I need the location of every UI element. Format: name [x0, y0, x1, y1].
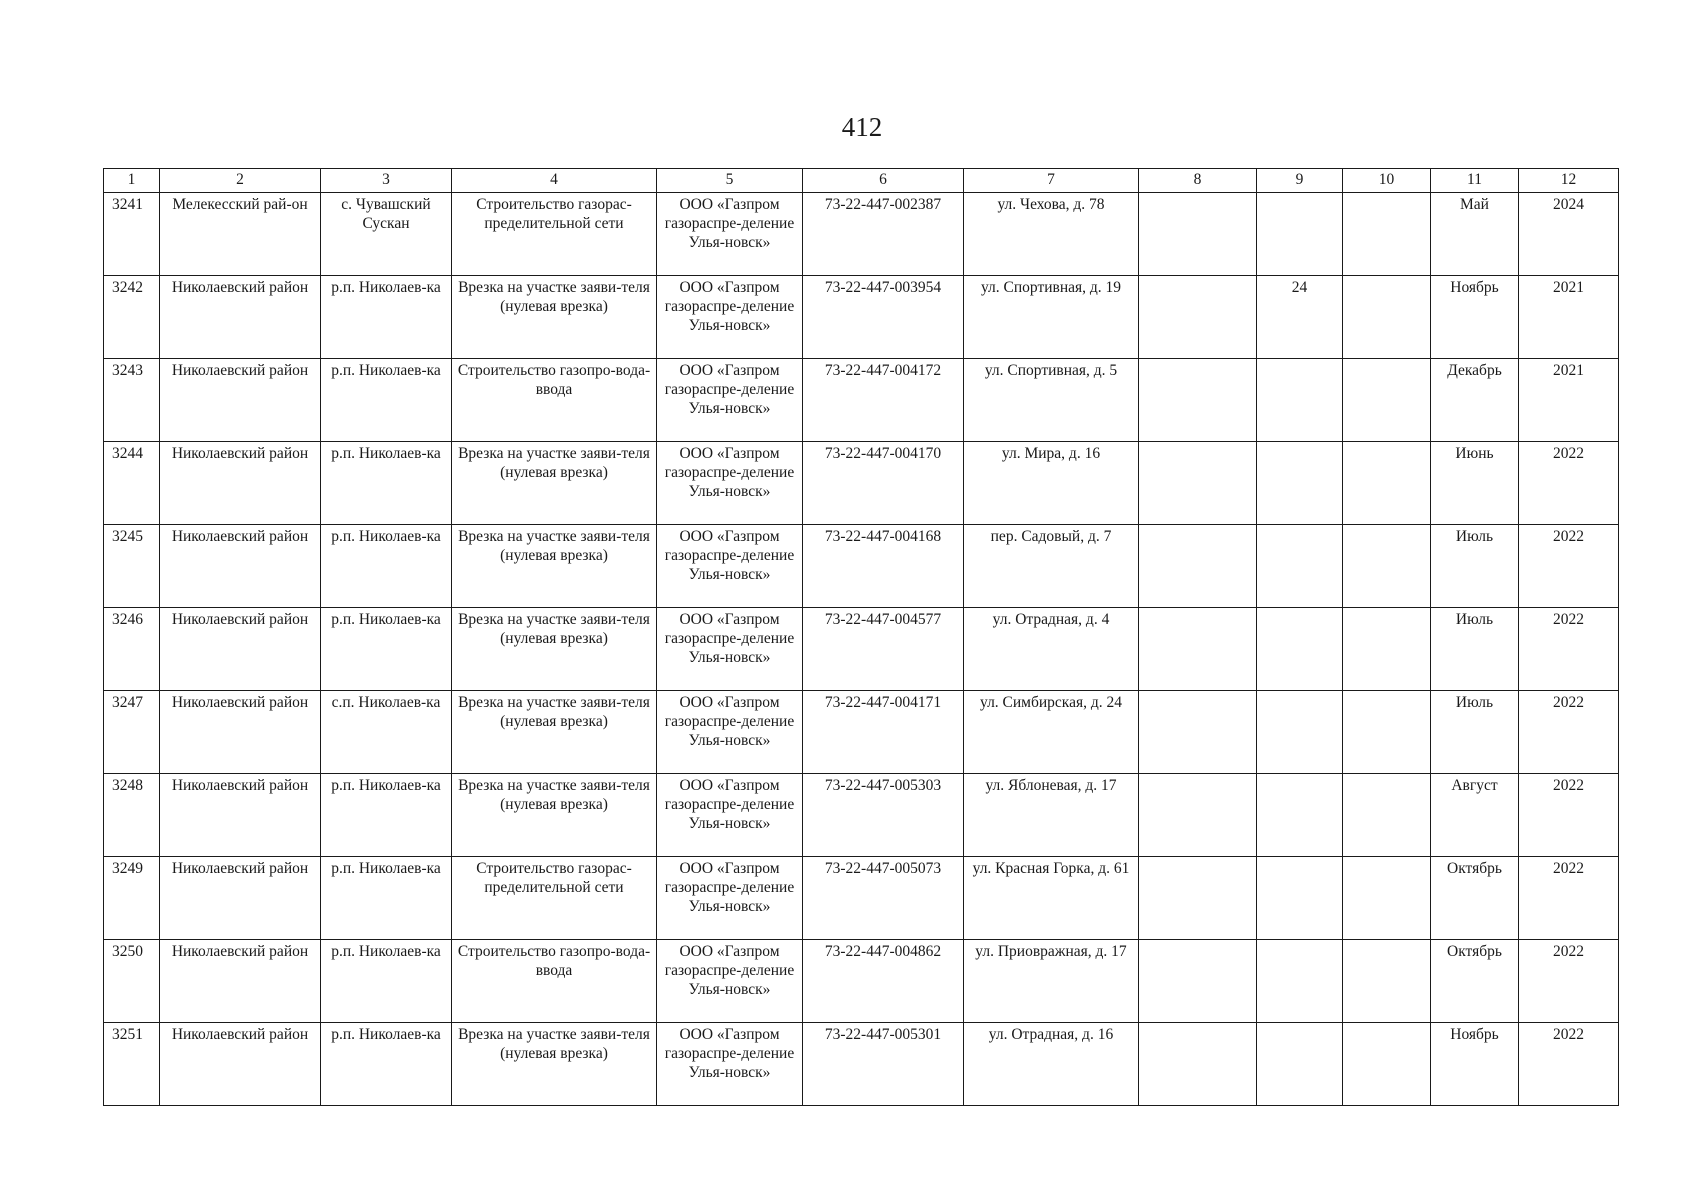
table-cell-col-11: Октябрь — [1431, 857, 1519, 940]
table-cell-col-5: ООО «Газпром газораспре-деление Улья-новск» — [657, 1023, 803, 1106]
column-header-5: 5 — [657, 169, 803, 193]
table-cell-col-6: 73-22-447-004168 — [803, 525, 964, 608]
table-row — [104, 940, 1619, 1023]
table-cell-col-3: р.п. Николаев-ка — [321, 359, 452, 442]
table-cell-col-2: Николаевский район — [160, 1023, 321, 1106]
table-cell-col-10 — [1343, 857, 1431, 940]
table-cell-col-3: р.п. Николаев-ка — [321, 442, 452, 525]
column-header-1: 1 — [104, 169, 160, 193]
table-cell-col-4: Врезка на участке заяви-теля (нулевая врезка) — [452, 525, 657, 608]
table-cell-col-1: 3243 — [104, 359, 160, 442]
table-cell-col-6: 73-22-447-003954 — [803, 276, 964, 359]
table-cell-col-10 — [1343, 276, 1431, 359]
table-cell-col-3: с. Чувашский Сускан — [321, 193, 452, 276]
table-cell-col-12: 2022 — [1519, 857, 1619, 940]
table-cell-col-3: р.п. Николаев-ка — [321, 940, 452, 1023]
table-cell-col-12: 2021 — [1519, 276, 1619, 359]
table-cell-col-8 — [1139, 276, 1257, 359]
table-row — [104, 1023, 1619, 1106]
table-cell-col-4: Врезка на участке заяви-теля (нулевая врезка) — [452, 1023, 657, 1106]
table-cell-col-5: ООО «Газпром газораспре-деление Улья-новск» — [657, 525, 803, 608]
table-cell-col-4: Строительство газопро-вода-ввода — [452, 940, 657, 1023]
table-body — [104, 193, 1619, 1106]
table-cell-col-5: ООО «Газпром газораспре-деление Улья-новск» — [657, 276, 803, 359]
table-cell-col-10 — [1343, 359, 1431, 442]
table-cell-col-8 — [1139, 857, 1257, 940]
table-cell-col-12: 2022 — [1519, 442, 1619, 525]
table-cell-col-1: 3244 — [104, 442, 160, 525]
table-cell-col-4: Врезка на участке заяви-теля (нулевая врезка) — [452, 691, 657, 774]
table-cell-col-12: 2022 — [1519, 608, 1619, 691]
table-header — [104, 169, 1619, 193]
table-row — [104, 442, 1619, 525]
table-cell-col-12: 2022 — [1519, 691, 1619, 774]
table-cell-col-1: 3251 — [104, 1023, 160, 1106]
table-cell-col-9 — [1257, 525, 1343, 608]
table-cell-col-10 — [1343, 193, 1431, 276]
table-cell-col-1: 3241 — [104, 193, 160, 276]
table-cell-col-12: 2022 — [1519, 774, 1619, 857]
table-cell-col-12: 2024 — [1519, 193, 1619, 276]
table-cell-col-7: ул. Приовражная, д. 17 — [964, 940, 1139, 1023]
table-cell-col-4: Врезка на участке заяви-теля (нулевая врезка) — [452, 608, 657, 691]
table-cell-col-7: ул. Мира, д. 16 — [964, 442, 1139, 525]
table-cell-col-10 — [1343, 1023, 1431, 1106]
table-cell-col-9 — [1257, 359, 1343, 442]
table-cell-col-3: р.п. Николаев-ка — [321, 1023, 452, 1106]
table-cell-col-2: Николаевский район — [160, 608, 321, 691]
table-cell-col-3: с.п. Николаев-ка — [321, 691, 452, 774]
table-cell-col-9: 24 — [1257, 276, 1343, 359]
table-cell-col-4: Строительство газорас-пределительной сети — [452, 857, 657, 940]
table-cell-col-8 — [1139, 193, 1257, 276]
table-cell-col-11: Июль — [1431, 525, 1519, 608]
table-cell-col-10 — [1343, 525, 1431, 608]
table-cell-col-2: Николаевский район — [160, 525, 321, 608]
table-cell-col-9 — [1257, 940, 1343, 1023]
data-table — [103, 168, 1619, 1106]
table-cell-col-7: ул. Красная Горка, д. 61 — [964, 857, 1139, 940]
table-cell-col-8 — [1139, 774, 1257, 857]
header-row — [104, 169, 1619, 193]
table-cell-col-8 — [1139, 691, 1257, 774]
table-cell-col-9 — [1257, 608, 1343, 691]
table-cell-col-5: ООО «Газпром газораспре-деление Улья-новск» — [657, 774, 803, 857]
table-cell-col-7: пер. Садовый, д. 7 — [964, 525, 1139, 608]
table-cell-col-9 — [1257, 193, 1343, 276]
table-row — [104, 608, 1619, 691]
column-header-7: 7 — [964, 169, 1139, 193]
table-cell-col-6: 73-22-447-004172 — [803, 359, 964, 442]
table-cell-col-8 — [1139, 940, 1257, 1023]
table-cell-col-1: 3246 — [104, 608, 160, 691]
table-cell-col-5: ООО «Газпром газораспре-деление Улья-новск» — [657, 608, 803, 691]
table-cell-col-5: ООО «Газпром газораспре-деление Улья-новск» — [657, 359, 803, 442]
table-cell-col-8 — [1139, 359, 1257, 442]
table-cell-col-10 — [1343, 608, 1431, 691]
table-row — [104, 774, 1619, 857]
table-cell-col-1: 3250 — [104, 940, 160, 1023]
table-cell-col-1: 3245 — [104, 525, 160, 608]
table-cell-col-11: Ноябрь — [1431, 1023, 1519, 1106]
column-header-10: 10 — [1343, 169, 1431, 193]
table-cell-col-11: Октябрь — [1431, 940, 1519, 1023]
table-cell-col-2: Мелекесский рай-он — [160, 193, 321, 276]
table-cell-col-7: ул. Отрадная, д. 16 — [964, 1023, 1139, 1106]
table-cell-col-6: 73-22-447-004862 — [803, 940, 964, 1023]
table-cell-col-3: р.п. Николаев-ка — [321, 525, 452, 608]
table-cell-col-4: Врезка на участке заяви-теля (нулевая врезка) — [452, 774, 657, 857]
table-cell-col-1: 3248 — [104, 774, 160, 857]
table-cell-col-9 — [1257, 442, 1343, 525]
table-cell-col-11: Июль — [1431, 608, 1519, 691]
table-row — [104, 525, 1619, 608]
page-number: 412 — [841, 112, 883, 142]
table-cell-col-7: ул. Симбирская, д. 24 — [964, 691, 1139, 774]
table-cell-col-5: ООО «Газпром газораспре-деление Улья-новск» — [657, 857, 803, 940]
column-header-11: 11 — [1431, 169, 1519, 193]
table-cell-col-3: р.п. Николаев-ка — [321, 857, 452, 940]
table-cell-col-11: Ноябрь — [1431, 276, 1519, 359]
column-header-12: 12 — [1519, 169, 1619, 193]
table-cell-col-4: Строительство газорас-пределительной сети — [452, 193, 657, 276]
column-header-9: 9 — [1257, 169, 1343, 193]
table-cell-col-10 — [1343, 442, 1431, 525]
table-cell-col-9 — [1257, 691, 1343, 774]
table-cell-col-10 — [1343, 940, 1431, 1023]
table-cell-col-12: 2022 — [1519, 1023, 1619, 1106]
table-cell-col-8 — [1139, 1023, 1257, 1106]
table-cell-col-11: Май — [1431, 193, 1519, 276]
table-cell-col-11: Август — [1431, 774, 1519, 857]
table-cell-col-5: ООО «Газпром газораспре-деление Улья-новск» — [657, 940, 803, 1023]
table-cell-col-3: р.п. Николаев-ка — [321, 774, 452, 857]
table-row — [104, 359, 1619, 442]
table-cell-col-6: 73-22-447-005303 — [803, 774, 964, 857]
table-cell-col-5: ООО «Газпром газораспре-деление Улья-новск» — [657, 691, 803, 774]
table-cell-col-9 — [1257, 857, 1343, 940]
table-cell-col-1: 3249 — [104, 857, 160, 940]
column-header-8: 8 — [1139, 169, 1257, 193]
table-cell-col-1: 3242 — [104, 276, 160, 359]
table-cell-col-6: 73-22-447-005073 — [803, 857, 964, 940]
table-cell-col-7: ул. Чехова, д. 78 — [964, 193, 1139, 276]
table-cell-col-11: Декабрь — [1431, 359, 1519, 442]
table-cell-col-11: Июль — [1431, 691, 1519, 774]
table-cell-col-2: Николаевский район — [160, 774, 321, 857]
table-cell-col-6: 73-22-447-004171 — [803, 691, 964, 774]
table-cell-col-3: р.п. Николаев-ка — [321, 276, 452, 359]
table-cell-col-1: 3247 — [104, 691, 160, 774]
table-cell-col-2: Николаевский район — [160, 857, 321, 940]
table-cell-col-9 — [1257, 1023, 1343, 1106]
table-cell-col-8 — [1139, 442, 1257, 525]
table-cell-col-4: Строительство газопро-вода-ввода — [452, 359, 657, 442]
table-cell-col-3: р.п. Николаев-ка — [321, 608, 452, 691]
table-cell-col-12: 2022 — [1519, 940, 1619, 1023]
table-cell-col-10 — [1343, 691, 1431, 774]
table-row — [104, 691, 1619, 774]
table-cell-col-2: Николаевский район — [160, 940, 321, 1023]
table-cell-col-2: Николаевский район — [160, 442, 321, 525]
table-cell-col-4: Врезка на участке заяви-теля (нулевая врезка) — [452, 442, 657, 525]
table-cell-col-10 — [1343, 774, 1431, 857]
column-header-2: 2 — [160, 169, 321, 193]
table-cell-col-7: ул. Спортивная, д. 19 — [964, 276, 1139, 359]
table-cell-col-6: 73-22-447-004577 — [803, 608, 964, 691]
table-cell-col-8 — [1139, 525, 1257, 608]
table-cell-col-9 — [1257, 774, 1343, 857]
table-cell-col-4: Врезка на участке заяви-теля (нулевая врезка) — [452, 276, 657, 359]
table-cell-col-6: 73-22-447-002387 — [803, 193, 964, 276]
column-header-6: 6 — [803, 169, 964, 193]
table-cell-col-5: ООО «Газпром газораспре-деление Улья-новск» — [657, 193, 803, 276]
table-cell-col-11: Июнь — [1431, 442, 1519, 525]
table-cell-col-5: ООО «Газпром газораспре-деление Улья-новск» — [657, 442, 803, 525]
column-header-3: 3 — [321, 169, 452, 193]
table-row — [104, 857, 1619, 940]
table-cell-col-2: Николаевский район — [160, 276, 321, 359]
table-cell-col-12: 2021 — [1519, 359, 1619, 442]
table-cell-col-8 — [1139, 608, 1257, 691]
table-cell-col-12: 2022 — [1519, 525, 1619, 608]
table-cell-col-6: 73-22-447-005301 — [803, 1023, 964, 1106]
column-header-4: 4 — [452, 169, 657, 193]
table-cell-col-7: ул. Отрадная, д. 4 — [964, 608, 1139, 691]
table-row — [104, 193, 1619, 276]
table-cell-col-2: Николаевский район — [160, 359, 321, 442]
table-cell-col-7: ул. Спортивная, д. 5 — [964, 359, 1139, 442]
table-cell-col-6: 73-22-447-004170 — [803, 442, 964, 525]
table-cell-col-2: Николаевский район — [160, 691, 321, 774]
table-cell-col-7: ул. Яблоневая, д. 17 — [964, 774, 1139, 857]
table-row — [104, 276, 1619, 359]
